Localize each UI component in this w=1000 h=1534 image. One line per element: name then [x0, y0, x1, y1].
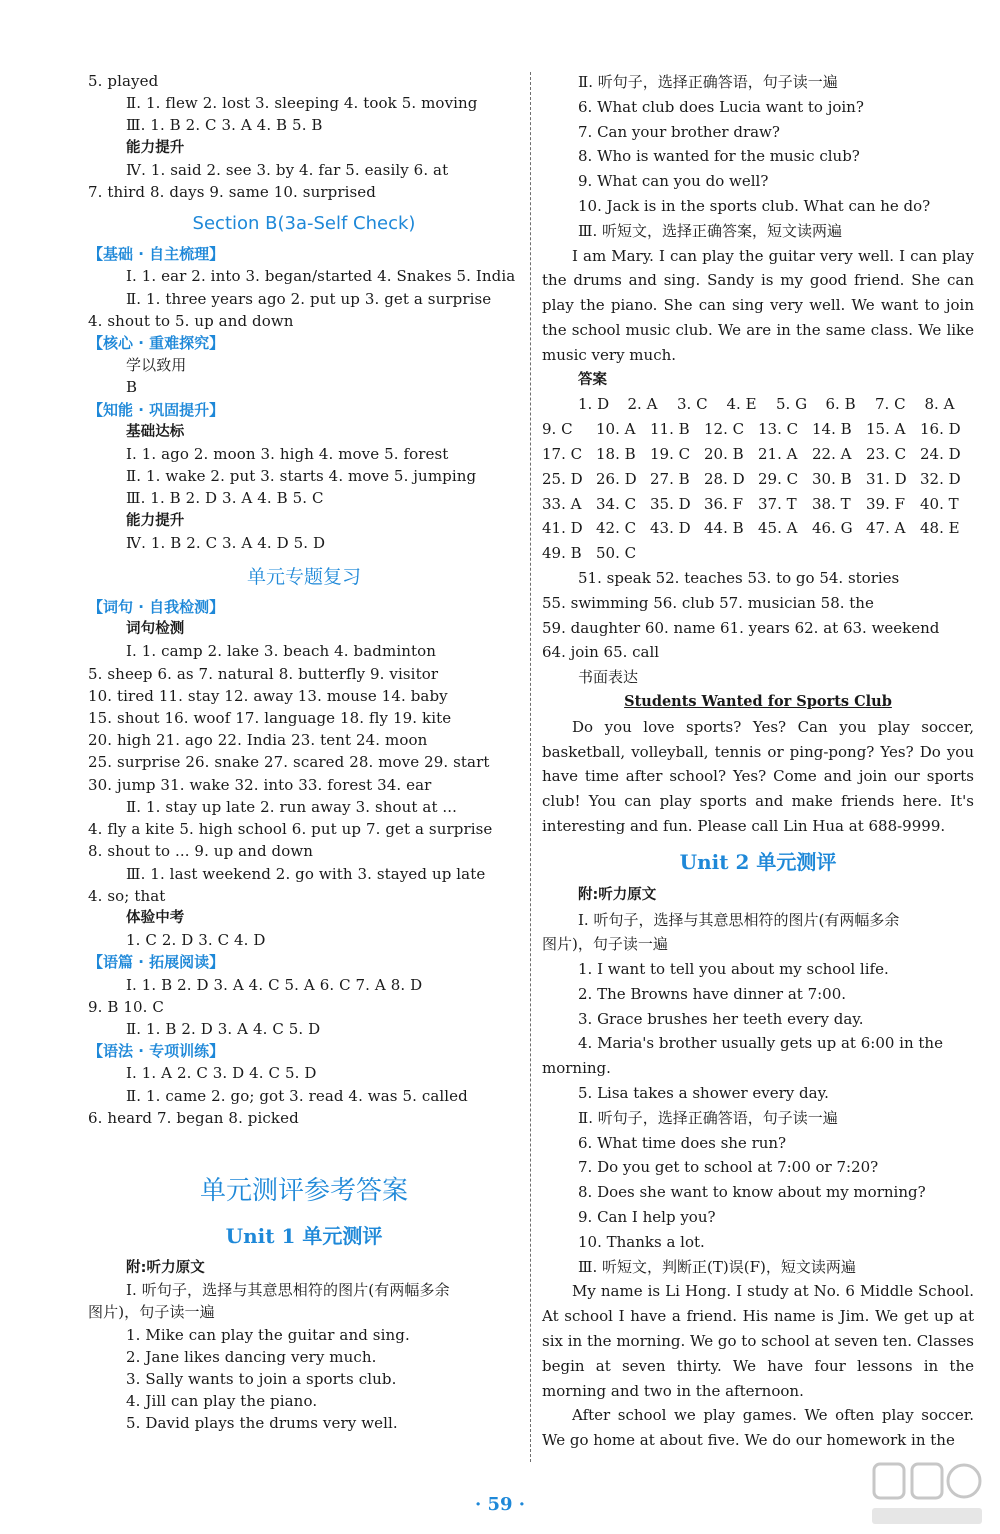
left-column: [88, 70, 520, 1435]
answer-cell: 12. C: [704, 420, 745, 439]
unit-review-line: Ⅱ. 1. stay up late 2. run away 3. shout at ...: [126, 797, 458, 816]
unit1-title: Unit 1 单元测评: [225, 1223, 383, 1248]
unit2-line: 图片)，句子读一遍: [542, 935, 668, 954]
answer-cell: 40. T: [920, 494, 959, 513]
unit2-line: 1. I want to tell you about my school life.: [578, 960, 889, 979]
answer-cell: 19. C: [650, 444, 691, 463]
answer-cell: 36. F: [704, 494, 744, 513]
answer-cell: 4. E: [726, 395, 757, 414]
answer-cell: 22. A: [812, 444, 852, 463]
section-b-line: Ⅱ. 1. wake 2. put 3. starts 4. move 5. jumping: [126, 467, 477, 486]
unit-review-line: 10. tired 11. stay 12. away 13. mouse 14. baby: [88, 686, 448, 705]
unit1-line: 附:听力原文: [126, 1259, 205, 1276]
answer-cell: 16. D: [920, 420, 961, 439]
answer-cell: 26. D: [596, 469, 637, 488]
answer-label: 答案: [578, 371, 607, 388]
answer-cell: 8. A: [924, 395, 955, 414]
unit-review-line: 20. high 21. ago 22. India 23. tent 24. moon: [88, 731, 428, 750]
right-top-line: Ⅱ. 听句子，选择正确答语，句子读一遍: [578, 73, 838, 91]
unit1-block: [88, 1257, 520, 1435]
section-b-line: 4. shout to 5. up and down: [88, 311, 294, 330]
essay-title: Students Wanted for Sports Club: [624, 692, 892, 710]
unit2b-line: 7. Do you get to school at 7:00 or 7:20?: [578, 1158, 879, 1177]
unit1-line: Ⅰ. 听句子，选择与其意思相符的图片(有两幅多余: [126, 1281, 450, 1300]
left-top-line: 能力提升: [126, 139, 185, 156]
unit-review-line: Ⅲ. 1. last weekend 2. go with 3. stayed up late: [126, 864, 486, 883]
unit2-line: Ⅰ. 听句子，选择与其意思相符的图片(有两幅多余: [578, 910, 900, 929]
unit1-line: 4. Jill can play the piano.: [126, 1392, 318, 1411]
right-top-block: [542, 70, 974, 244]
unit1-line: 1. Mike can play the guitar and sing.: [126, 1325, 410, 1344]
answer-cell: 29. C: [758, 469, 799, 488]
answer-cell: 44. B: [704, 519, 744, 538]
answer-cell: 2. A: [627, 395, 658, 414]
unit-review-line: 1. C 2. D 3. C 4. D: [126, 931, 266, 950]
unit2b-line: 8. Does she want to know about my morning?: [578, 1183, 926, 1202]
unit2b-line: 10. Thanks a lot.: [578, 1232, 705, 1251]
unit-review-line: Ⅰ. 1. A 2. C 3. D 4. C 5. D: [126, 1064, 317, 1083]
unit-review-line: 5. sheep 6. as 7. natural 8. butterfly 9. visitor: [88, 664, 439, 683]
answer-row: [542, 516, 974, 541]
left-top-line: 5. played: [88, 72, 159, 90]
unit-review-line: 15. shout 16. woof 17. language 18. fly 19. kite: [88, 709, 452, 728]
answer-cell: 3. C: [677, 395, 708, 414]
answer-cell: 33. A: [542, 494, 582, 513]
answer-cell: 41. D: [542, 519, 583, 538]
section-b-line: Ⅰ. 1. ear 2. into 3. began/started 4. Snakes 5. India: [126, 267, 516, 286]
unit2-title: Unit 2 单元测评: [679, 849, 837, 874]
fill-in-line: 51. speak 52. teaches 53. to go 54. stories: [578, 568, 900, 587]
unit2b-line: Ⅱ. 听句子，选择正确答语，句子读一遍: [578, 1108, 838, 1127]
answer-cell: 28. D: [704, 469, 745, 488]
answer-cell: 31. D: [866, 469, 907, 488]
answer-cell: 23. C: [866, 444, 907, 463]
fill-in-line: 书面表达: [578, 668, 639, 687]
unit1-line: 5. David plays the drums very well.: [126, 1414, 398, 1433]
answer-row: [542, 467, 974, 492]
right-top-line: 8. Who is wanted for the music club?: [578, 147, 860, 166]
fill-in-line: 59. daughter 60. name 61. years 62. at 63. weekend: [542, 618, 940, 637]
unit-review-line: 【语篇 · 拓展阅读】: [88, 953, 225, 972]
section-b-block: [88, 243, 520, 554]
right-top-line: Ⅲ. 听短文，选择正确答案，短文读两遍: [578, 221, 843, 240]
answer-cell: 14. B: [812, 420, 852, 439]
unit-review-line: 8. shout to ... 9. up and down: [88, 842, 314, 861]
answer-cell: 37. T: [758, 494, 797, 513]
fill-in-line: 64. join 65. call: [542, 643, 660, 662]
answer-cell: 5. G: [776, 395, 808, 414]
passage-after-school: After school we play games. We often play soccer. We go home at about five. We do our homework in the: [542, 1406, 974, 1450]
section-b-line: Ⅳ. 1. B 2. C 3. A 4. D 5. D: [126, 533, 326, 552]
right-top-line: 10. Jack is in the sports club. What can he do?: [578, 196, 931, 215]
answer-cell: 39. F: [866, 494, 906, 513]
answer-cell: 45. A: [758, 519, 798, 538]
unit-review-line: Ⅱ. 1. B 2. D 3. A 4. C 5. D: [126, 1019, 321, 1038]
unit2-line: 附:听力原文: [578, 886, 657, 903]
answer-cell: 34. C: [596, 494, 637, 513]
answer-cell: 38. T: [812, 494, 851, 513]
unit2-q4-line2: morning.: [542, 1059, 611, 1078]
answer-cell: 6. B: [825, 395, 856, 414]
answer-cell: 43. D: [650, 519, 691, 538]
left-top-line: 7. third 8. days 9. same 10. surprised: [88, 183, 376, 202]
essay-text: Do you love sports? Yes? Can you play soccer, basketball, volleyball, tennis or ping-pong? Yes? Do you have time after school? Yes? Come and join our sports club! You can play sports and make friends here. It's interesting and fun. Please call Lin Hua at 688-9999.: [542, 717, 974, 835]
section-b-line: Ⅲ. 1. B 2. D 3. A 4. B 5. C: [126, 489, 324, 508]
right-column: [542, 70, 974, 1453]
section-b-line: 【基础 · 自主梳理】: [88, 245, 225, 264]
answer-cell: 10. A: [596, 420, 636, 439]
answer-row: [542, 392, 974, 417]
passage-mary: I am Mary. I can play the guitar very well. I can play the drums and sing. Sandy is my good friend. She can play the piano. She can sing very well. We want to join the school music club. We are in the same class. We like music very much.: [542, 246, 974, 364]
answer-cell: 15. A: [866, 420, 906, 439]
answer-cell: 21. A: [758, 444, 798, 463]
answer-cell: 27. B: [650, 469, 690, 488]
left-top-line: Ⅲ. 1. B 2. C 3. A 4. B 5. B: [126, 116, 323, 135]
section-b-line: 【知能 · 巩固提升】: [88, 400, 225, 419]
answer-cell: 20. B: [704, 444, 744, 463]
unit2b-line: Ⅲ. 听短文，判断正(T)误(F)，短文读两遍: [578, 1257, 856, 1276]
unit2b-line: 9. Can I help you?: [578, 1208, 716, 1227]
left-top-line: Ⅱ. 1. flew 2. lost 3. sleeping 4. took 5. moving: [126, 94, 478, 113]
answer-row: [542, 442, 974, 467]
unit1-line: 2. Jane likes dancing very much.: [126, 1347, 377, 1366]
unit2b-line: 6. What time does she run?: [578, 1133, 787, 1152]
fill-in-line: 55. swimming 56. club 57. musician 58. the: [542, 593, 874, 612]
unit-review-line: 【语法 · 专项训练】: [88, 1042, 225, 1061]
answer-row: [542, 541, 974, 566]
answer-cell: 13. C: [758, 420, 799, 439]
column-divider: [530, 72, 531, 1462]
fill-in-block: [542, 566, 974, 690]
section-b-line: 学以致用: [126, 356, 187, 375]
answer-cell: 47. A: [866, 519, 906, 538]
answer-cell: 42. C: [596, 519, 637, 538]
unit-review-line: Ⅰ. 1. B 2. D 3. A 4. C 5. A 6. C 7. A 8. D: [126, 975, 423, 994]
unit-review-line: 词句检测: [126, 621, 185, 638]
unit-review-line: 体验中考: [126, 909, 185, 926]
answer-cell: 50. C: [596, 544, 637, 563]
section-b-line: Ⅰ. 1. ago 2. moon 3. high 4. move 5. forest: [126, 445, 449, 464]
answer-row: [542, 492, 974, 517]
answer-cell: 35. D: [650, 494, 691, 513]
unit2-block: [542, 883, 974, 1032]
unit-review-line: 4. fly a kite 5. high school 6. put up 7. get a surprise: [88, 820, 493, 839]
left-top-block: [88, 70, 520, 203]
section-b-line: 【核心 · 重难探究】: [88, 334, 225, 353]
right-top-line: 6. What club does Lucia want to join?: [578, 97, 864, 116]
answer-row: [542, 417, 974, 442]
answer-cell: 24. D: [920, 444, 961, 463]
unit1-line: 图片)，句子读一遍: [88, 1303, 215, 1322]
answer-cell: 18. B: [596, 444, 636, 463]
answer-cell: 48. E: [920, 519, 960, 538]
unit-review-line: 25. surprise 26. snake 27. scared 28. move 29. start: [88, 753, 490, 772]
unit-review-line: Ⅰ. 1. camp 2. lake 3. beach 4. badminton: [126, 642, 436, 661]
answer-cell: 9. C: [542, 420, 573, 439]
answer-cell: 49. B: [542, 544, 582, 563]
section-b-line: 能力提升: [126, 512, 185, 529]
unit2-block-b: [542, 1081, 974, 1279]
section-b-line: Ⅱ. 1. three years ago 2. put up 3. get a surprise: [126, 289, 492, 308]
answer-cell: 17. C: [542, 444, 583, 463]
unit2b-line: 5. Lisa takes a shower every day.: [578, 1084, 829, 1103]
right-top-line: 9. What can you do well?: [578, 172, 769, 191]
section-b-line: B: [126, 378, 138, 397]
unit-review-line: 30. jump 31. wake 32. into 33. forest 34. ear: [88, 775, 432, 794]
left-top-line: Ⅳ. 1. said 2. see 3. by 4. far 5. easily 6. at: [126, 160, 449, 179]
answer-cell: 46. G: [812, 519, 853, 538]
page-number: · 59 ·: [474, 1494, 526, 1515]
passage-li-hong: My name is Li Hong. I study at No. 6 Middle School. At school I have a friend. His name is Jim. We get up at six in the morning. We go to school at seven ten. Classes begin at seven thirty. We have four lessons in the morning and two in the afternoon.: [542, 1282, 974, 1400]
unit-review-block: [88, 596, 520, 1129]
unit2-q4-line: 4. Maria's brother usually gets up at 6:00 in the: [578, 1034, 943, 1053]
unit-review-title: 单元专题复习: [246, 566, 361, 589]
answer-cell: 30. B: [812, 469, 852, 488]
answer-cell: 1. D: [578, 395, 610, 414]
answer-cell: 25. D: [542, 469, 583, 488]
answer-cell: 7. C: [875, 395, 906, 414]
unit-review-line: 4. so; that: [88, 886, 166, 905]
unit-review-line: Ⅱ. 1. came 2. go; got 3. read 4. was 5. called: [126, 1086, 468, 1105]
answer-grid: [542, 392, 974, 566]
watermark-logo: [868, 1458, 986, 1530]
answer-cell: 32. D: [920, 469, 961, 488]
unit-review-line: 9. B 10. C: [88, 997, 164, 1016]
right-top-line: 7. Can your brother draw?: [578, 122, 780, 141]
unit2-line: 3. Grace brushes her teeth every day.: [578, 1009, 864, 1028]
section-b-title: Section B(3a-Self Check): [192, 213, 416, 235]
unit-review-line: 【词句 · 自我检测】: [88, 598, 225, 617]
section-b-line: 基础达标: [126, 423, 185, 440]
unit2-line: 2. The Browns have dinner at 7:00.: [578, 984, 847, 1003]
unit1-line: 3. Sally wants to join a sports club.: [126, 1369, 397, 1388]
test-answers-title: 单元测评参考答案: [199, 1175, 408, 1206]
answer-cell: 11. B: [650, 420, 690, 439]
unit-review-line: 6. heard 7. began 8. picked: [88, 1108, 299, 1127]
